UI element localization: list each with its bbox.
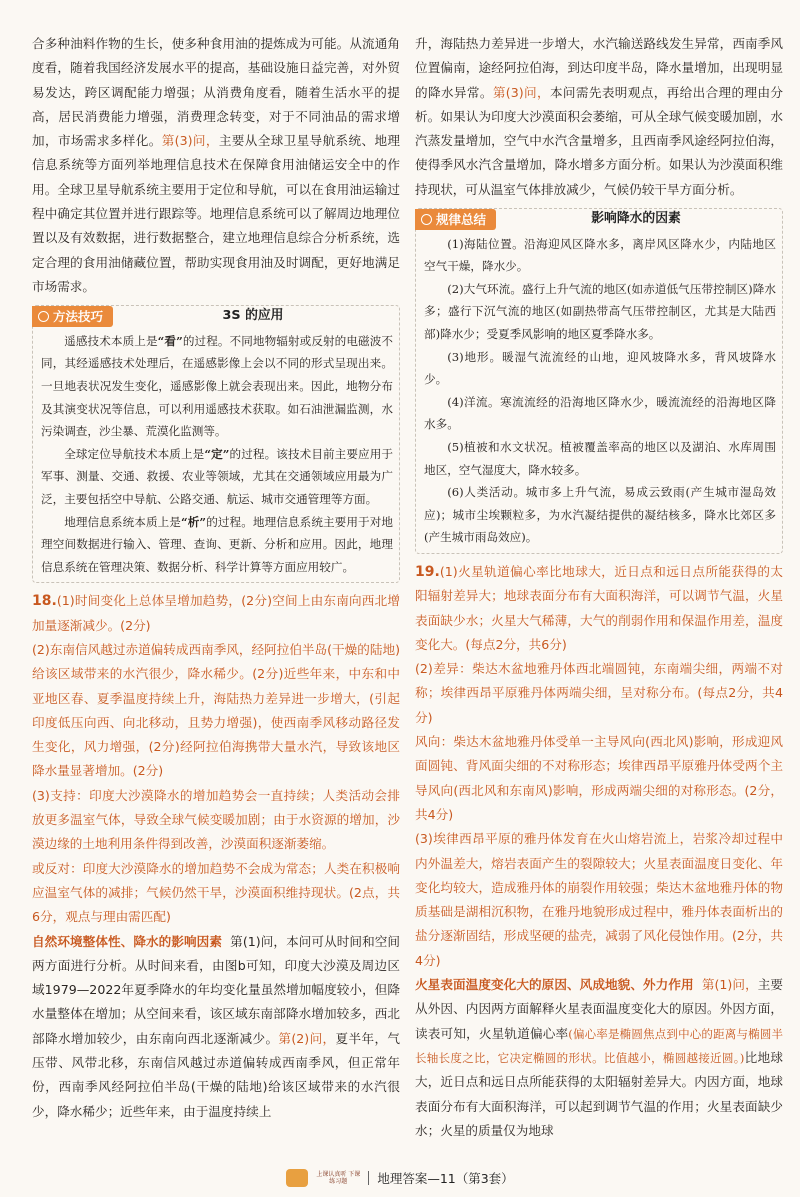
- paragraph: 合多种油料作物的生长，使多种食用油的提炼成为可能。从流通角度看，随着我国经济发展水平的提高，基础设施日益完善，对外贸易发达，跨区调配能力增强；从消费角度看，随着生活水平的提高，居民消费能力增强，消费理念转变，对于不同油品的需求增加，市场需求多样化。第(3)问，主要从全球卫星导航系统、地理信息系统等方面列举地理信息技术在保障食用油储运安全中的作用。全球卫星导航系统主要用于定位和导航，可以在食用油运输过程中确定其位置并进行跟踪等。地理信息系统可以了解周边地理位置以及有效数据，进行数据整合，建立地理信息综合分析系统，选定合理的食用油储藏位置，帮助实现食用油及时调配，更好地满足市场需求。: [32, 36, 400, 294]
- box-title: 影响降水的因素: [591, 211, 681, 227]
- publisher-logo-icon: [286, 1169, 308, 1187]
- rule-summary-tag: 规律总结: [415, 209, 496, 230]
- divider: [368, 1171, 369, 1185]
- box-item: (1)海陆位置。沿海迎风区降水多，离岸风区降水少，内陆地区空气干燥，降水少。: [424, 236, 776, 274]
- paragraph: 升，海陆热力差异进一步增大，水汽输送路线发生异常，西南季风位置偏南，途经阿拉伯海，到达印度半岛，降水量增加，出现明显的降水异常。第(3)问，本问需先表明观点，再给出合理的理由分析。如果认为印度大沙漠面积会萎缩，可从全球气候变暖加剧，水汽蒸发量增加，空气中水汽含量增多，且西南季风途经阿拉伯海，使得季风水汽含量增加，降水增多方面分析。如果认为沙漠面积维持现状，可从温室气体排放减少，气候仍较干旱方面分析。: [415, 36, 783, 197]
- box-item: (4)洋流。寒流流经的沿海地区降水少，暖流流经的沿海地区降水多。: [424, 394, 776, 432]
- box-paragraph: 地理信息系统本质上是“析”的过程。地理信息系统主要用于对地理空间数据进行输入、管理、查询、更新、分析和应用。因此，地理信息系统在管理决策、数据分析、科学计算等方面应用较广。: [41, 514, 393, 574]
- box-title: 3S 的应用: [222, 308, 284, 324]
- method-tips-box: [32, 305, 400, 583]
- rule-summary-box: [415, 208, 783, 554]
- box-paragraph: 遥感技术本质上是“看”的过程。不同地物辐射或反射的电磁波不同，其经遥感技术处理后，在遥感影像上会以不同的形式呈现出来。一旦地表状况发生变化，遥感影像上就会表现出来。因此，地物分布及其演变状况等信息，可以利用遥感技术获取。如石油泄漏监测，水污染调查，沙尘暴、荒漠化监测等。: [41, 333, 393, 439]
- box-item: (5)植被和水文状况。植被覆盖率高的地区以及湖泊、水库周围地区，空气湿度大，降水较多。: [424, 440, 776, 477]
- box-item: (2)大气环流。盛行上升气流的地区(如赤道低气压带控制区)降水多；盛行下沉气流的地区(如副热带高气压带控制区，尤其是大陆西部)降水少；受夏季风影响的地区夏季降水多。: [424, 281, 776, 342]
- answer-18: 18.(1)时间变化上总体呈增加趋势，(2分)空间上由东南向西北增加量逐渐减少。(2分) (2)东南信风越过赤道偏转成西南季风，经阿拉伯半岛(干燥的陆地)给该区域带来的水汽很少，降水稀少。(2分)近些年来，中东和中亚地区春、夏季温度持续上升，海陆热力差异进一步增大，(引起印度低压向西、向北移动，且势力增强)，使西南季风移动路径发生变化，风力增强，(2分)经阿拉伯海携带大量水汽，导致该地区降水量显著增加。(2分) (3)支持：印度大沙漠降水的增加趋势会一直持续；人类活动会排放更多温室气体，导致全球气候变暖加剧；由于水资源的增加，沙漠边缘的土地利用条件得到改善，沙漠面积逐渐萎缩。 或反对：印度大沙漠降水的增加趋势不会成为常态；人类在积极响应温室气体的减排；气候仍然干旱，沙漠面积维持现状。(2点，共6分，观点与理由需匹配): [32, 593, 400, 925]
- right-column: [415, 32, 783, 1143]
- box-item: (3)地形。暖湿气流流经的山地，迎风坡降水多，背风坡降水少。: [424, 349, 776, 387]
- explanation-18: 自然环境整体性、降水的影响因素 第(1)问，本问可从时间和空间两方面进行分析。从时间来看，由图b可知，印度大沙漠及周边区域1979—2022年夏季降水的年均变化量虽然增加幅度较小，但降水量整体在增加；从空间来看，该区域东南部降水增加较多，西北部降水增加较少，由东南向西北逐渐减少。第(2)问，夏半年，气压带、风带北移，东南信风越过赤道偏转成西南季风，但正常年份，西南季风经阿拉伯半岛(干燥的陆地)给该区域带来的水汽很少，降水稀少；近些年来，由于温度持续上: [32, 933, 400, 1119]
- page-label: 地理答案—11（第3套）: [377, 1171, 514, 1186]
- method-tips-tag: 方法技巧: [32, 306, 113, 327]
- left-column: [32, 32, 400, 1124]
- page-footer: [0, 1165, 800, 1191]
- explanation-19: 火星表面温度变化大的原因、风成地貌、外力作用 第(1)问，主要从外因、内因两方面解释火星表面温度变化大的原因。外因方面，读表可知，火星轨道偏心率(偏心率是椭圆焦点到中心的距离与椭圆半长轴长度之比，它决定椭圆的形状。比值越小，椭圆越接近圆。)比地球大，近日点和远日点所能获得的太阳辐射差异大。内因方面，地球表面分布有大面积海洋，可以起到调节气温的作用；火星表面缺少水；火星的质量仅为地球: [415, 977, 784, 1138]
- box-item: (6)人类活动。城市多上升气流，易成云致雨(产生城市湿岛效应)；城市尘埃颗粒多，为水汽凝结提供的凝结核多，降水比郊区多(产生城市雨岛效应)。: [424, 485, 776, 545]
- footer-logo-text: 上课认真听 下课练习题: [316, 1171, 361, 1185]
- list-icon: [421, 214, 432, 225]
- box-paragraph: 全球定位导航技术本质上是“定”的过程。该技术目前主要应用于军事、测量、交通、救援、农业等领域，尤其在交通领域应用最为广泛，主要包括空中导航、公路交通、航运、城市交通管理等方面。: [41, 446, 393, 507]
- bulb-icon: [38, 311, 49, 322]
- answer-19: 19.(1)火星轨道偏心率比地球大，近日点和远日点所能获得的太阳辐射差异大；地球表面分布有大面积海洋，可以调节气温，火星表面缺少水；火星大气稀薄，大气的削弱作用和保温作用差，温度变化大。(每点2分，共6分) (2)差异：柴达木盆地雅丹体西北端圆钝，东南端尖细，两端不对称；埃律西昂平原雅丹体两端尖细，呈对称分布。(每点2分，共4分) 风向：柴达木盆地雅丹体受单一主导风向(西北风)影响，形成迎风面圆钝、背风面尖细的不对称形态；埃律西昂平原雅丹体受两个主导风向(西北风和东南风)影响，形成两端尖细的对称形态。(2分，共4分) (3)埃律西昂平原的雅丹体发育在火山熔岩流上，岩浆冷却过程中内外温差大，熔岩表面产生的裂隙较大；火星表面温度日变化、年变化均较大，造成雅丹体的崩裂作用较强；柴达木盆地雅丹体的物质基础是湖相沉积物，在雅丹地貌形成过程中，雅丹体表面析出的盐分逐渐固结，形成坚硬的盐壳，减弱了风化侵蚀作用。(2分，共4分): [415, 563, 783, 968]
